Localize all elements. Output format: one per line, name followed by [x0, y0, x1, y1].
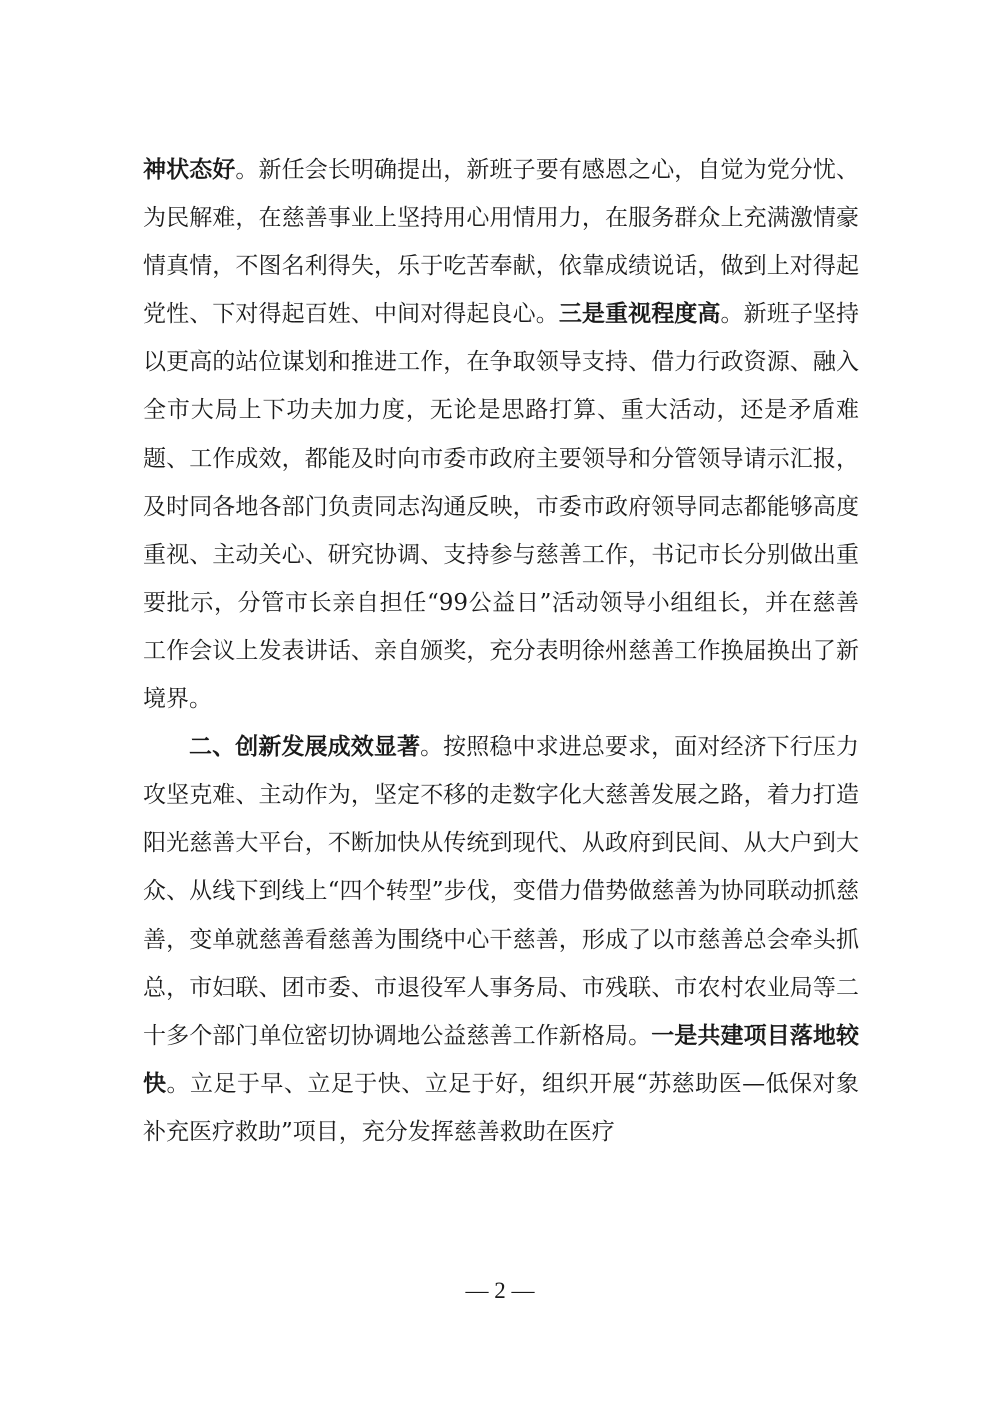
page-number: — 2 — — [465, 1278, 535, 1303]
bold-phrase: 三是重视程度高 — [558, 300, 721, 328]
bold-phrase: 一是共建项目落地较快 — [143, 1021, 860, 1097]
paragraph-text: 。立足于早、立足于快、立足于好，组织开展“苏慈助医—低保对象补充医疗救助”项目，充分发挥慈善救助在医疗 — [143, 1070, 860, 1145]
paragraph-2 — [143, 723, 859, 1156]
bold-phrase: 神状态好 — [143, 156, 236, 183]
paragraph-1 — [143, 146, 859, 723]
paragraph-text: 。新任会长明确提出，新班子要有感恩之心，自觉为党分忧、为民解难，在慈善事业上坚持用心用情用力，在服务群众上充满激情豪情真情，不图名利得失，乐于吃苦奉献，依靠成绩说话，做到上对得起党性、下对得起百姓、中间对得起良心。 — [143, 157, 860, 328]
paragraph-text: 。按照稳中求进总要求，面对经济下行压力攻坚克难、主动作为，坚定不移的走数字化大慈善发展之路，着力打造阳光慈善大平台，不断加快从传统到现代、从政府到民间、从大户到大众、从线下到线上“四个转型”步伐，变借力借势做慈善为协同联动抓慈善，变单就慈善看慈善为围绕中心干慈善，形成了以市慈善总会牵头抓总，市妇联、团市委、市退役军人事务局、市残联、市农村农业局等二十多个部门单位密切协调地公益慈善工作新格局。 — [143, 734, 860, 1049]
section-heading: 二、创新发展成效显著 — [189, 733, 421, 761]
paragraph-text: 。新班子坚持以更高的站位谋划和推进工作，在争取领导支持、借力行政资源、融入全市大局上下功夫加力度，无论是思路打算、重大活动，还是矛盾难题、工作成效，都能及时向市委市政府主要领导和分管领导请示汇报，及时同各地各部门负责同志沟通反映，市委市政府领导同志都能够高度重视、主动关心、研究协调、支持参与慈善工作，书记市长分别做出重要批示，分管市长亲自担任“99公益日”活动领导小组组长，并在慈善工作会议上发表讲话、亲自颁奖，充分表明徐州慈善工作换届换出了新境界。 — [143, 301, 860, 713]
document-body — [143, 146, 859, 1156]
